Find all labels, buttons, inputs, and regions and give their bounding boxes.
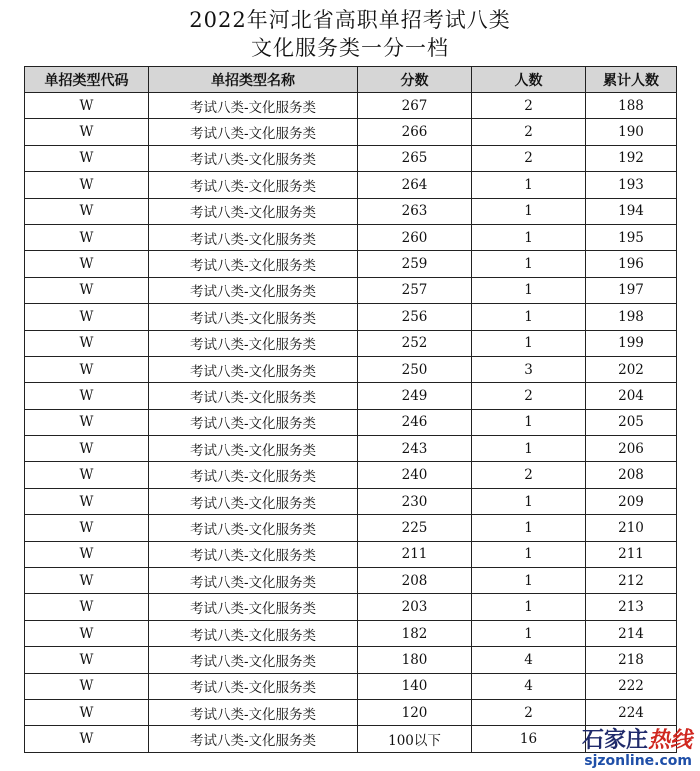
cell-count: 1	[472, 251, 586, 277]
cell-cumulative: 193	[586, 172, 677, 198]
header-count: 人数	[472, 67, 586, 93]
watermark-accent: 热线	[647, 728, 692, 753]
cell-count: 1	[472, 541, 586, 567]
cell-type-name: 考试八类-文化服务类	[149, 224, 358, 250]
cell-score: 263	[358, 198, 472, 224]
cell-cumulative: 205	[586, 409, 677, 435]
cell-count: 2	[472, 383, 586, 409]
table-body	[25, 93, 677, 753]
cell-score: 259	[358, 251, 472, 277]
cell-type-code: W	[25, 594, 149, 620]
cell-type-code: W	[25, 119, 149, 145]
cell-cumulative: 195	[586, 224, 677, 250]
site-watermark	[582, 729, 692, 769]
cell-type-name: 考试八类-文化服务类	[149, 436, 358, 462]
cell-count: 1	[472, 172, 586, 198]
page-subtitle: 文化服务类一分一档	[251, 36, 449, 60]
cell-type-code: W	[25, 436, 149, 462]
cell-cumulative: 212	[586, 568, 677, 594]
cell-type-code: W	[25, 145, 149, 171]
cell-count: 1	[472, 594, 586, 620]
cell-cumulative: 199	[586, 330, 677, 356]
cell-type-name: 考试八类-文化服务类	[149, 409, 358, 435]
cell-type-code: W	[25, 224, 149, 250]
table-row	[25, 488, 677, 514]
cell-type-name: 考试八类-文化服务类	[149, 304, 358, 330]
cell-count: 2	[472, 145, 586, 171]
cell-cumulative: 208	[586, 462, 677, 488]
table-row	[25, 409, 677, 435]
cell-score: 230	[358, 488, 472, 514]
table-row	[25, 594, 677, 620]
cell-type-code: W	[25, 409, 149, 435]
table-row	[25, 145, 677, 171]
cell-type-name: 考试八类-文化服务类	[149, 172, 358, 198]
cell-score: 211	[358, 541, 472, 567]
table-row	[25, 568, 677, 594]
cell-cumulative: 204	[586, 383, 677, 409]
cell-type-name: 考试八类-文化服务类	[149, 198, 358, 224]
cell-count: 4	[472, 647, 586, 673]
cell-cumulative: 213	[586, 594, 677, 620]
cell-type-name: 考试八类-文化服务类	[149, 620, 358, 646]
cell-score: 140	[358, 673, 472, 699]
table-row	[25, 436, 677, 462]
cell-type-name: 考试八类-文化服务类	[149, 330, 358, 356]
cell-type-code: W	[25, 541, 149, 567]
cell-score: 266	[358, 119, 472, 145]
table-row	[25, 383, 677, 409]
cell-count: 1	[472, 277, 586, 303]
cell-count: 2	[472, 93, 586, 119]
header-score: 分数	[358, 67, 472, 93]
cell-type-name: 考试八类-文化服务类	[149, 726, 358, 752]
cell-type-code: W	[25, 462, 149, 488]
cell-count: 3	[472, 356, 586, 382]
cell-type-name: 考试八类-文化服务类	[149, 541, 358, 567]
table-row	[25, 93, 677, 119]
header-type-name: 单招类型名称	[149, 67, 358, 93]
cell-score: 243	[358, 436, 472, 462]
cell-score: 120	[358, 699, 472, 725]
cell-score: 264	[358, 172, 472, 198]
cell-score: 265	[358, 145, 472, 171]
cell-type-code: W	[25, 620, 149, 646]
page-title: 2022年河北省高职单招考试八类	[189, 8, 511, 32]
cell-count: 2	[472, 462, 586, 488]
table-row	[25, 330, 677, 356]
cell-type-code: W	[25, 726, 149, 752]
cell-type-code: W	[25, 673, 149, 699]
cell-type-name: 考试八类-文化服务类	[149, 673, 358, 699]
cell-count: 1	[472, 488, 586, 514]
cell-cumulative: 192	[586, 145, 677, 171]
cell-count: 1	[472, 304, 586, 330]
cell-score: 257	[358, 277, 472, 303]
table-row	[25, 251, 677, 277]
table-row	[25, 172, 677, 198]
cell-type-name: 考试八类-文化服务类	[149, 119, 358, 145]
cell-type-code: W	[25, 172, 149, 198]
cell-cumulative: 188	[586, 93, 677, 119]
table-row	[25, 699, 677, 725]
cell-score: 225	[358, 515, 472, 541]
table-header-row	[25, 67, 677, 93]
cell-count: 2	[472, 119, 586, 145]
cell-cumulative: 202	[586, 356, 677, 382]
cell-cumulative: 190	[586, 119, 677, 145]
cell-count: 1	[472, 330, 586, 356]
cell-cumulative: 209	[586, 488, 677, 514]
cell-cumulative: 222	[586, 673, 677, 699]
table-row	[25, 224, 677, 250]
cell-count: 1	[472, 515, 586, 541]
cell-cumulative: 218	[586, 647, 677, 673]
cell-type-code: W	[25, 647, 149, 673]
cell-count: 4	[472, 673, 586, 699]
cell-count: 1	[472, 620, 586, 646]
table-row	[25, 277, 677, 303]
cell-cumulative: 196	[586, 251, 677, 277]
cell-type-code: W	[25, 277, 149, 303]
header-type-code: 单招类型代码	[25, 67, 149, 93]
cell-score: 246	[358, 409, 472, 435]
table-row	[25, 620, 677, 646]
cell-cumulative: 197	[586, 277, 677, 303]
cell-type-name: 考试八类-文化服务类	[149, 93, 358, 119]
cell-count: 1	[472, 436, 586, 462]
cell-type-code: W	[25, 198, 149, 224]
cell-cumulative: 194	[586, 198, 677, 224]
table-row	[25, 119, 677, 145]
cell-type-code: W	[25, 93, 149, 119]
cell-score: 182	[358, 620, 472, 646]
table-row	[25, 198, 677, 224]
cell-type-code: W	[25, 304, 149, 330]
table-row	[25, 726, 677, 752]
cell-score: 208	[358, 568, 472, 594]
cell-count: 2	[472, 699, 586, 725]
cell-type-name: 考试八类-文化服务类	[149, 515, 358, 541]
cell-type-name: 考试八类-文化服务类	[149, 647, 358, 673]
cell-score: 100以下	[358, 726, 472, 752]
cell-type-name: 考试八类-文化服务类	[149, 594, 358, 620]
cell-type-name: 考试八类-文化服务类	[149, 568, 358, 594]
cell-score: 256	[358, 304, 472, 330]
cell-type-name: 考试八类-文化服务类	[149, 699, 358, 725]
cell-type-code: W	[25, 568, 149, 594]
table-row	[25, 304, 677, 330]
cell-type-code: W	[25, 330, 149, 356]
header-cumulative: 累计人数	[586, 67, 677, 93]
table-row	[25, 541, 677, 567]
watermark-name: 石家庄	[581, 728, 648, 753]
table-row	[25, 515, 677, 541]
cell-type-code: W	[25, 488, 149, 514]
cell-cumulative: 210	[586, 515, 677, 541]
cell-count: 16	[472, 726, 586, 752]
cell-type-name: 考试八类-文化服务类	[149, 383, 358, 409]
score-table	[24, 66, 677, 753]
cell-type-name: 考试八类-文化服务类	[149, 462, 358, 488]
table-row	[25, 647, 677, 673]
cell-score: 180	[358, 647, 472, 673]
cell-score: 260	[358, 224, 472, 250]
cell-score: 267	[358, 93, 472, 119]
cell-score: 240	[358, 462, 472, 488]
watermark-url: sjzonline.com	[584, 753, 692, 769]
cell-score: 252	[358, 330, 472, 356]
cell-score: 203	[358, 594, 472, 620]
cell-score: 250	[358, 356, 472, 382]
cell-count: 1	[472, 224, 586, 250]
cell-type-code: W	[25, 699, 149, 725]
cell-cumulative: 211	[586, 541, 677, 567]
cell-cumulative: 224	[586, 699, 677, 725]
cell-score: 249	[358, 383, 472, 409]
table-row	[25, 356, 677, 382]
table-row	[25, 673, 677, 699]
cell-type-name: 考试八类-文化服务类	[149, 145, 358, 171]
cell-type-code: W	[25, 356, 149, 382]
cell-count: 1	[472, 409, 586, 435]
cell-type-name: 考试八类-文化服务类	[149, 488, 358, 514]
cell-cumulative: 214	[586, 620, 677, 646]
cell-type-code: W	[25, 383, 149, 409]
cell-count: 1	[472, 568, 586, 594]
cell-cumulative: 198	[586, 304, 677, 330]
cell-cumulative: 206	[586, 436, 677, 462]
cell-type-name: 考试八类-文化服务类	[149, 356, 358, 382]
cell-type-name: 考试八类-文化服务类	[149, 277, 358, 303]
table-row	[25, 462, 677, 488]
cell-type-code: W	[25, 251, 149, 277]
cell-type-code: W	[25, 515, 149, 541]
watermark-logo	[582, 729, 692, 753]
cell-type-name: 考试八类-文化服务类	[149, 251, 358, 277]
cell-count: 1	[472, 198, 586, 224]
